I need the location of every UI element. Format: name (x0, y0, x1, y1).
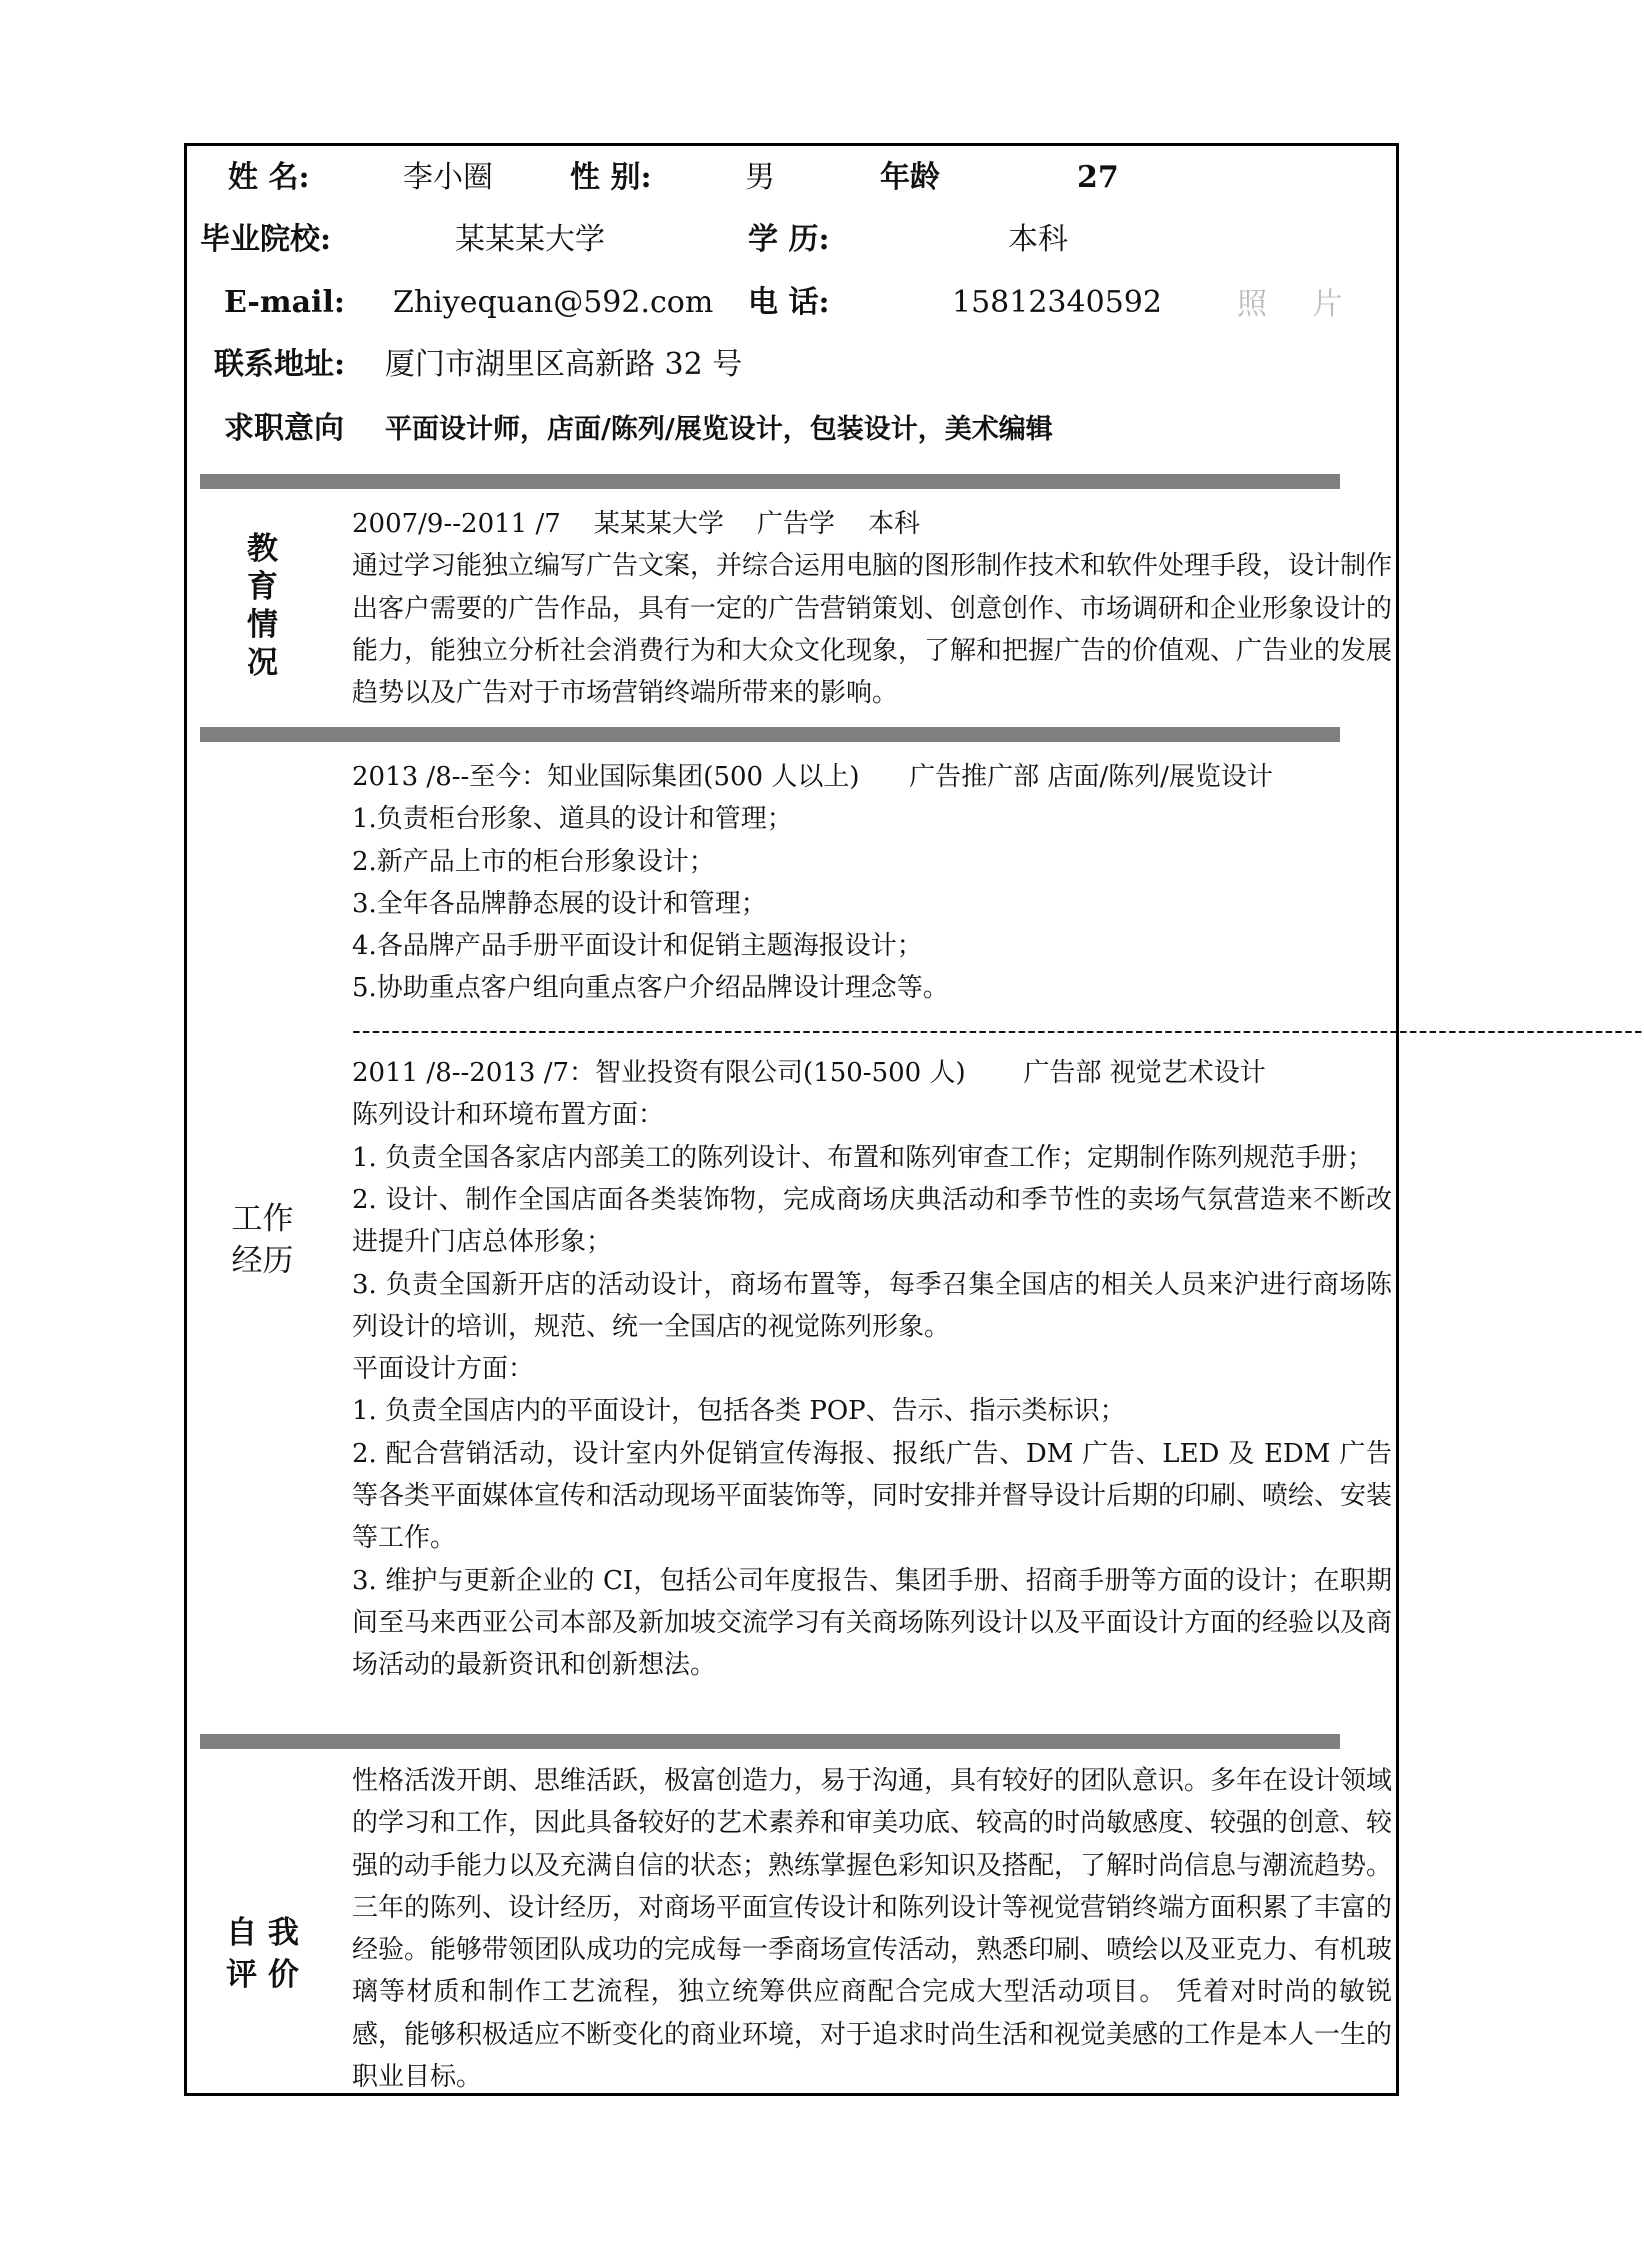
subsection-heading: 陈列设计和环境布置方面： (352, 1100, 665, 1131)
address-label: 联系地址: (214, 347, 346, 382)
age-value: 27 (1077, 160, 1119, 195)
list-item: 1.负责柜台形象、道具的设计和管理； (352, 804, 793, 835)
degree-label: 学 历: (748, 222, 830, 257)
intent-label: 求职意向 (224, 411, 344, 446)
dashed-separator: ------------------------------------------------------------------------------------------------------------------------------------ (352, 1015, 1644, 1046)
address-value: 厦门市湖里区高新路 32 号 (385, 347, 743, 382)
section-divider (200, 474, 1340, 489)
age-label: 年龄 (880, 160, 940, 195)
photo-placeholder: 照 片 (1237, 287, 1361, 322)
intent-value: 平面设计师，店面/陈列/展览设计，包装设计，美术编辑 (385, 414, 1053, 445)
list-item: 2. 设计、制作全国店面各类装饰物，完成商场庆典活动和季节性的卖场气氛营造来不断改进提升门店总体形象； (352, 1184, 1392, 1258)
gender-label: 性 别: (570, 160, 652, 195)
self-eval-paragraph: 性格活泼开朗、思维活跃，极富创造力，易于沟通，具有较好的团队意识。多年在设计领域的学习和工作，因此具备较好的艺术素养和审美功底、较高的时尚敏感度、较强的创意、较强的动手能力以及充满自信的状态；熟练掌握色彩知识及搭配，了解时尚信息与潮流趋势。 (352, 1766, 1393, 1881)
subsection-heading: 平面设计方面： (352, 1354, 535, 1385)
work-body (352, 756, 1644, 1687)
degree-value: 本科 (1008, 222, 1068, 257)
name-label: 姓 名: (228, 160, 310, 195)
job-header: 2011 /8--2013 /7：智业投资有限公司(150-500 人) 广告部 视觉艺术设计 (352, 1058, 1266, 1089)
list-item: 1. 负责全国店内的平面设计，包括各类 POP、告示、指示类标识； (352, 1396, 1126, 1427)
list-item: 2. 配合营销活动，设计室内外促销宣传海报、报纸广告、DM 广告、LED 及 EDM 广告等各类平面媒体宣传和活动现场平面装饰等，同时安排并督导设计后期的印刷、喷绘、安装等工作。 (352, 1438, 1393, 1554)
work-title: 工作 经历 (231, 1201, 294, 1279)
self-eval-body (352, 1760, 1392, 2098)
list-item: 3. 负责全国新开店的活动设计，商场布置等，每季召集全国店的相关人员来沪进行商场陈列设计的培训，规范、统一全国店的视觉陈列形象。 (352, 1269, 1392, 1342)
name-value: 李小圈 (403, 160, 493, 195)
self-eval-paragraph: 三年的陈列、设计经历，对商场平面宣传设计和陈列设计等视觉营销终端方面积累了丰富的经验。能够带领团队成功的完成每一季商场宣传活动，熟悉印刷、喷绘以及亚克力、有机玻璃等材质和制作工艺流程，独立统筹供应商配合完成大型活动项目。 凭着对时尚的敏锐感，能够积极适应不断变化的商业环境，对于追求时尚生活和视觉美感的工作是本人一生的职业目标。 (352, 1892, 1393, 2093)
list-item: 4.各品牌产品手册平面设计和促销主题海报设计； (352, 931, 923, 962)
phone-value: 15812340592 (952, 285, 1162, 320)
school-label: 毕业院校: (200, 222, 332, 257)
list-item: 5.协助重点客户组向重点客户介绍品牌设计理念等。 (352, 973, 949, 1004)
list-item: 2.新产品上市的柜台形象设计； (352, 846, 715, 877)
job-header: 2013 /8--至今：知业国际集团(500 人以上) 广告推广部 店面/陈列/展览设计 (352, 762, 1273, 792)
list-item: 3. 维护与更新企业的 CI，包括公司年度报告、集团手册、招商手册等方面的设计；在职期间至马来西亚公司本部及新加坡交流学习有关商场陈列设计以及平面设计方面的经验以及商场活动的最新资讯和创新想法。 (352, 1565, 1393, 1681)
section-divider (200, 1734, 1340, 1749)
gender-value: 男 (745, 160, 775, 195)
list-item: 3.全年各品牌静态展的设计和管理； (352, 888, 767, 919)
email-value: Zhiyequan@592.com (393, 285, 714, 320)
phone-label: 电 话: (748, 285, 830, 320)
education-title: 教 育 情 况 (247, 531, 278, 681)
list-item: 1. 负责全国各家店内部美工的陈列设计、布置和陈列审查工作；定期制作陈列规范手册； (352, 1142, 1374, 1173)
school-value: 某某某大学 (455, 222, 605, 257)
education-period: 2007/9--2011 /7 某某某大学 广告学 本科 (352, 509, 920, 539)
email-label: E-mail: (224, 285, 345, 320)
self-eval-title: 自 我 评 价 (226, 1915, 299, 1993)
section-divider (200, 727, 1340, 742)
education-description: 通过学习能独立编写广告文案，并综合运用电脑的图形制作技术和软件处理手段，设计制作出客户需要的广告作品，具有一定的广告营销策划、创意创作、市场调研和企业形象设计的能力，能独立分析社会消费行为和大众文化现象，了解和把握广告的价值观、广告业的发展趋势以及广告对于市场营销终端所带来的影响。 (352, 551, 1393, 709)
education-body (352, 503, 1392, 714)
